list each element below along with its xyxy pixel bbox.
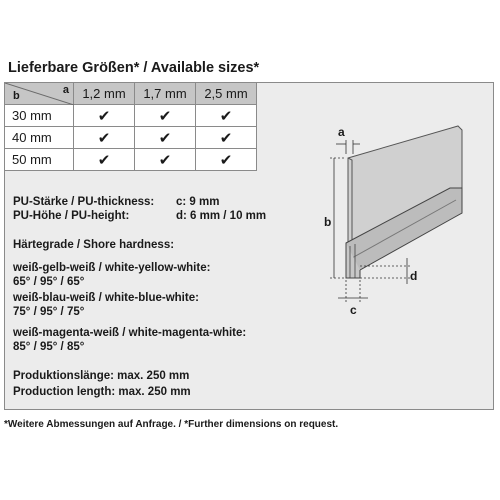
wiper-blade-drawing bbox=[300, 118, 470, 318]
column-header-2: 1,7 mm bbox=[135, 83, 196, 105]
check-icon: ✔ bbox=[74, 127, 135, 149]
corner-cell bbox=[5, 83, 74, 105]
table-row bbox=[5, 105, 257, 127]
height-label: PU-Höhe / PU-height: bbox=[13, 210, 130, 222]
check-icon: ✔ bbox=[196, 149, 257, 171]
row-header: 30 mm bbox=[5, 105, 74, 127]
check-icon: ✔ bbox=[196, 105, 257, 127]
hardness-name: weiß-magenta-weiß / white-magenta-white: bbox=[13, 327, 247, 339]
row-header: 40 mm bbox=[5, 127, 74, 149]
page-heading: Lieferbare Größen* / Available sizes* bbox=[8, 60, 260, 76]
check-icon: ✔ bbox=[135, 105, 196, 127]
hardness-name: weiß-gelb-weiß / white-yellow-white: bbox=[13, 262, 211, 274]
dimension-label-a: a bbox=[338, 125, 345, 139]
table-row bbox=[5, 127, 257, 149]
column-header-1: 1,2 mm bbox=[74, 83, 135, 105]
thickness-label: PU-Stärke / PU-thickness: bbox=[13, 196, 155, 208]
dimension-label-b: b bbox=[324, 215, 332, 229]
production-length-en: Production length: max. 250 mm bbox=[13, 386, 191, 398]
corner-label-b: b bbox=[13, 90, 20, 102]
hardness-name: weiß-blau-weiß / white-blue-white: bbox=[13, 292, 199, 304]
hardness-value: 75° / 95° / 75° bbox=[13, 306, 85, 318]
height-line bbox=[13, 210, 267, 222]
check-icon: ✔ bbox=[135, 127, 196, 149]
thickness-value: c: 9 mm bbox=[176, 196, 220, 208]
check-icon: ✔ bbox=[74, 149, 135, 171]
footnote: *Weitere Abmessungen auf Anfrage. / *Further dimensions on request. bbox=[4, 419, 339, 430]
check-icon: ✔ bbox=[135, 149, 196, 171]
dimension-label-c: c bbox=[350, 303, 357, 317]
hardness-title: Härtegrade / Shore hardness: bbox=[13, 239, 175, 251]
production-length-de: Produktionslänge: max. 250 mm bbox=[13, 370, 190, 382]
table-header-row bbox=[5, 83, 257, 105]
row-header: 50 mm bbox=[5, 149, 74, 171]
check-icon: ✔ bbox=[74, 105, 135, 127]
thickness-line bbox=[13, 196, 220, 208]
height-value: d: 6 mm / 10 mm bbox=[176, 210, 267, 222]
hardness-value: 65° / 95° / 65° bbox=[13, 276, 85, 288]
dimension-label-d: d bbox=[410, 269, 418, 283]
column-header-3: 2,5 mm bbox=[196, 83, 257, 105]
hardness-value: 85° / 95° / 85° bbox=[13, 341, 85, 353]
corner-label-a: a bbox=[62, 84, 69, 96]
check-icon: ✔ bbox=[196, 127, 257, 149]
table-row bbox=[5, 149, 257, 171]
sizes-table bbox=[4, 82, 257, 171]
